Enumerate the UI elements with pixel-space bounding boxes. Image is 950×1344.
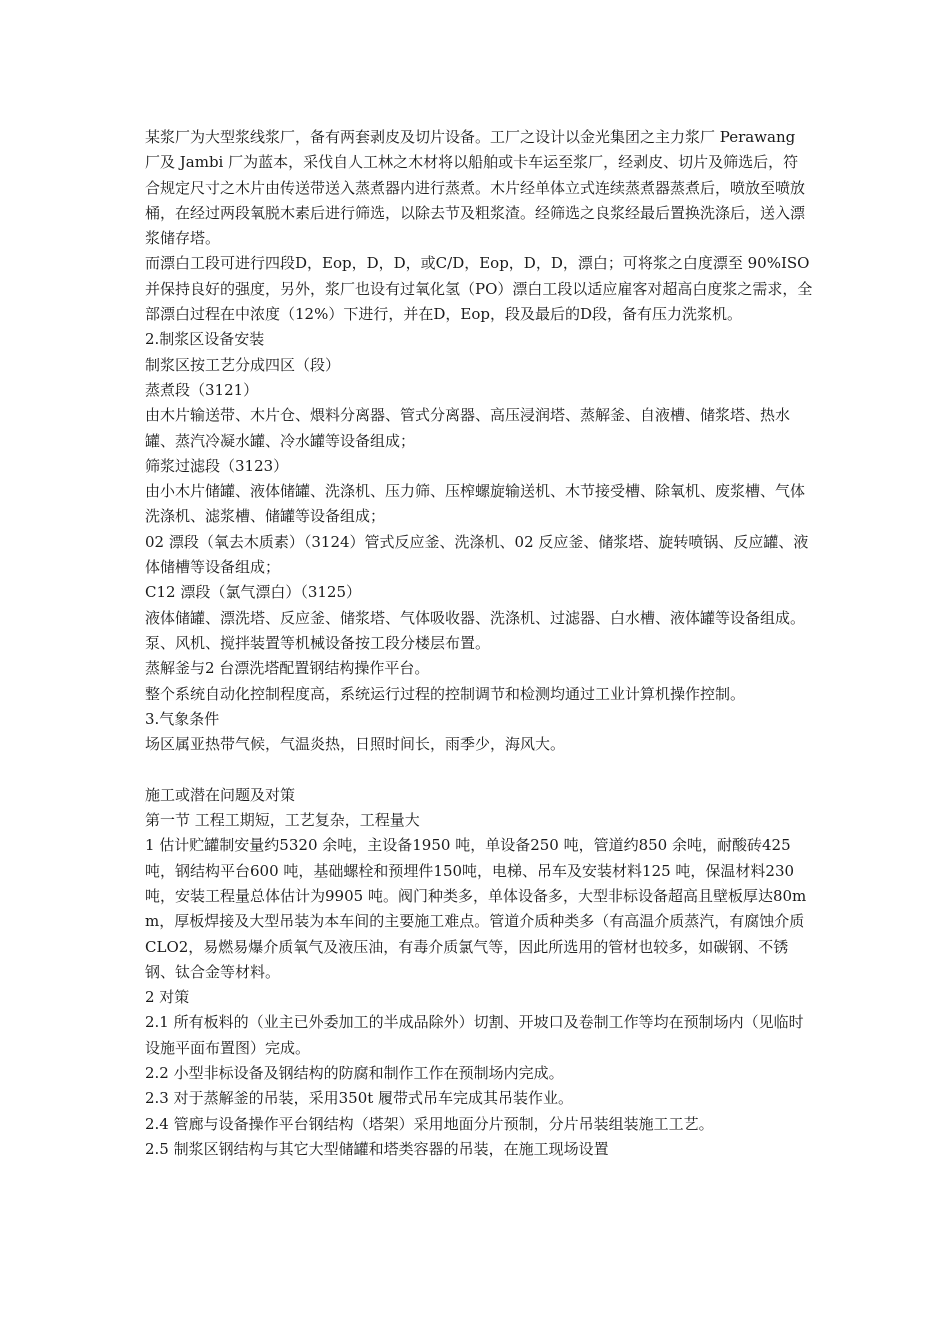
- screening-section-title: 筛浆过滤段（3123）: [145, 456, 289, 475]
- section-heading-weather: 3.气象条件: [145, 709, 220, 728]
- cooking-section-equipment: 由木片输送带、木片仓、煨料分离器、管式分离器、高压浸润塔、蒸解釜、自液槽、储浆塔、热水罐、蒸汽冷凝水罐、冷水罐等设备组成；: [145, 406, 791, 450]
- pulping-zones-intro: 制浆区按工艺分成四区（段）: [145, 355, 341, 374]
- cooking-section-title: 蒸煮段（3121）: [145, 380, 259, 399]
- intro-paragraph: 某浆厂为大型浆线浆厂，备有两套剥皮及切片设备。工厂之设计以金光集团之主力浆厂 Perawang 厂及 Jambi 厂为蓝本，采伐自人工林之木材将以船舶或卡车运至浆厂，经剥皮、切片及筛选后，符合规定尺寸之木片由传送带送入蒸煮器内进行蒸煮。木片经单体立式连续蒸煮器蒸煮后，喷放至喷放桶，在经过两段氧脱木素后进行筛选，以除去节及粗浆渣。经筛选之良浆经最后置换洗涤后，送入漂浆储存塔。: [145, 128, 806, 248]
- measure-2-4: 2.4 管廊与设备操作平台钢结构（塔架）采用地面分片预制，分片吊装组装施工工艺。: [145, 1114, 714, 1133]
- issues-heading: 施工或潜在问题及对策: [145, 785, 296, 804]
- bleaching-paragraph: 而漂白工段可进行四段D，Eop，D，D，或C/D，Eop，D，D，漂白；可将浆之白度漂至 90%ISO 并保持良好的强度，另外，浆厂也设有过氧化氢（PO）漂白工段以适应雇客对超高白度浆之需求，全部漂白过程在中浓度（12%）下进行，并在D，Eop，段及最后的D段，备有压力洗浆机。: [145, 254, 815, 324]
- chapter-one-heading: 第一节 工程工期短，工艺复杂，工程量大: [145, 811, 420, 830]
- section-heading-pulping-install: 2.制浆区设备安装: [145, 330, 265, 349]
- measure-2-2: 2.2 小型非标设备及钢结构的防腐和制作工作在预制场内完成。: [145, 1063, 564, 1082]
- quantity-paragraph: 1 估计贮罐制安量约5320 余吨，主设备1950 吨，单设备250 吨，管道约850 余吨，耐酸砖425 吨，钢结构平台600 吨，基础螺栓和预埋件150吨，电梯、吊车及安装材料125 吨，保温材料230 吨，安装工程量总体估计为9905 吨。阀门种类多，单体设备多，大型非标设备超高且壁板厚达80mm，厚板焊接及大型吊装为本车间的主要施工难点。管道介质种类多（有高温介质蒸汽，有腐蚀介质CLO2，易燃易爆介质氧气及液压油，有毒介质氯气等，因此所选用的管材也较多，如碳钢、不锈钢、钛合金等材料。: [145, 836, 807, 981]
- blank-line: [145, 757, 813, 782]
- cl2-bleach-section-title: C12 漂段（氯气漂白）（3125）: [145, 583, 362, 602]
- measure-2-5: 2.5 制浆区钢结构与其它大型储罐和塔类容器的吊装，在施工现场设置: [145, 1139, 609, 1158]
- cl2-bleach-section-equipment: 液体储罐、漂洗塔、反应釜、储浆塔、气体吸收器、洗涤机、过滤器、白水槽、液体罐等设备组成。: [145, 608, 806, 627]
- machinery-layout-note: 泵、风机、搅拌装置等机械设备按工段分楼层布置。: [145, 633, 491, 652]
- countermeasures-heading: 2 对策: [145, 988, 190, 1007]
- weather-paragraph: 场区属亚热带气候，气温炎热，日照时间长，雨季少，海风大。: [145, 735, 566, 754]
- platform-note: 蒸解釜与2 台漂洗塔配置钢结构操作平台。: [145, 659, 430, 678]
- measure-2-3: 2.3 对于蒸解釜的吊装，采用350t 履带式吊车完成其吊装作业。: [145, 1089, 574, 1108]
- automation-note: 整个系统自动化控制程度高，系统运行过程的控制调节和检测均通过工业计算机操作控制。: [145, 684, 746, 703]
- measure-2-1: 2.1 所有板料的（业主已外委加工的半成品除外）切割、开坡口及卷制工作等均在预制场内（见临时设施平面布置图）完成。: [145, 1013, 804, 1057]
- screening-section-equipment: 由小木片储罐、液体储罐、洗涤机、压力筛、压榨螺旋输送机、木节接受槽、除氧机、废浆槽、气体洗涤机、滤浆槽、储罐等设备组成；: [145, 482, 806, 526]
- document-body: [145, 125, 813, 1162]
- o2-bleach-section: 02 漂段（氧去木质素）（3124）管式反应釜、洗涤机、02 反应釜、储浆塔、旋转喷锅、反应罐、液体储槽等设备组成；: [145, 532, 809, 577]
